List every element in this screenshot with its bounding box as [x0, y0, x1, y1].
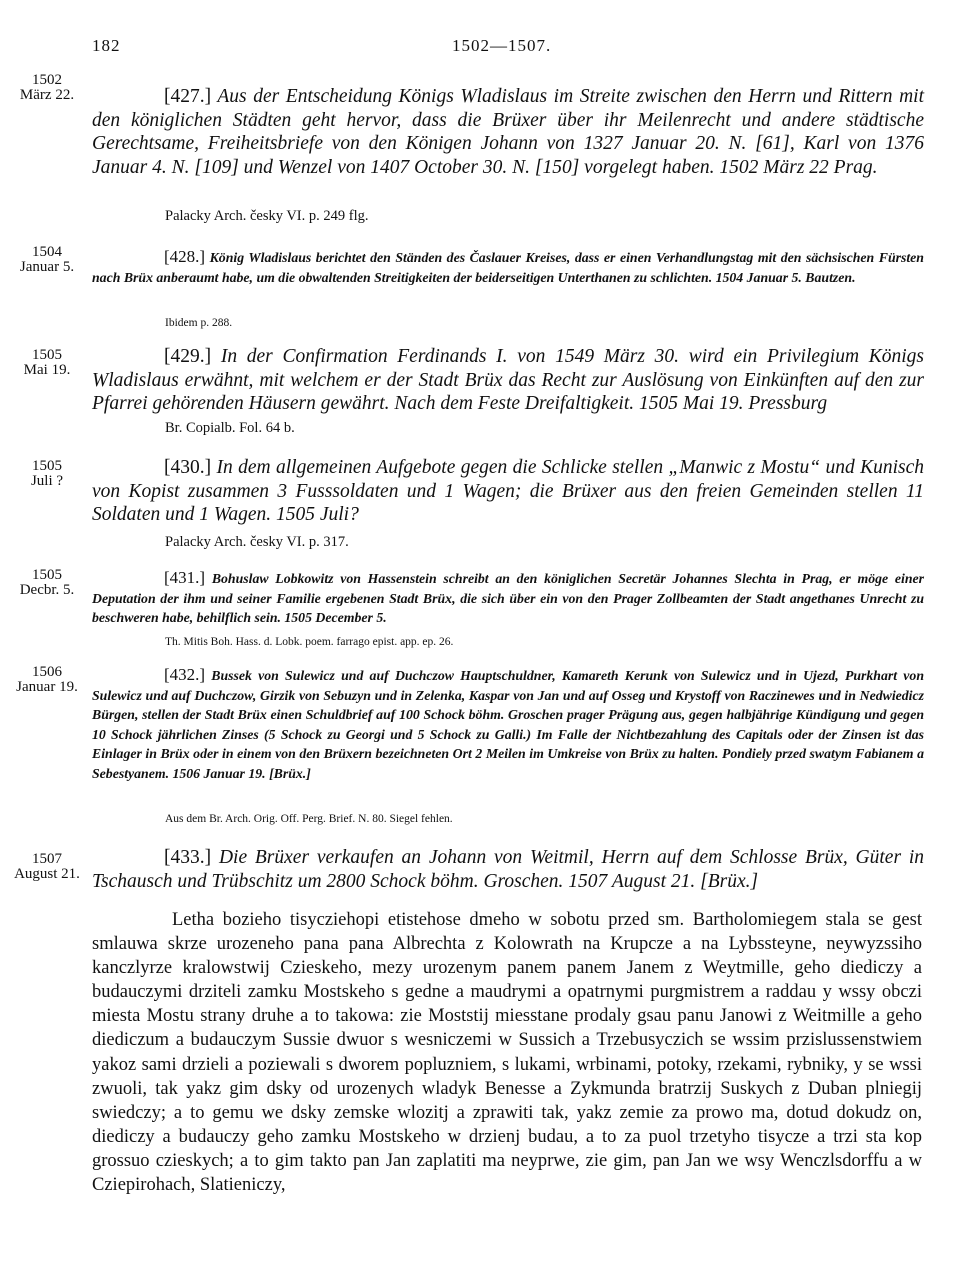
charter-paragraph: Letha bozieho tisycziehopi etistehose dmeho w sobotu przed sm. Bartholomiegem stala se gest smlauwa skrze urozeneho pana pana Albrechta z Kolowrath na Krupcze a na Lybssteyne, neywyzssiho kanczlyrze kralowstwij Czieskeho, mezy urozenym panem panem Janem z Weytmille, geho diediczy a budauczymi drziteli zamku Mostskeho s gedne a maudrymi a opatrnymi purgmistrem a raddau y wssy obczi miesta Mostu strany druhe a to takowa: zie Moststij miesstane prodaly gsau panu Janowi z Weitmille a geho diediczum a budauczym Sussie dwuor s wesniczemi w Sussich a Trzebusyczich se wssim przislussenstwiem yakoz sami drzieli a poziewali s dworem popluzniem, s lukami, wrbinami, potoky, rzekami, rybniky, y se wssi zwuoli, tak yakz gim dsky od urozenych wladyk Benesse a Zykmunda bratrzij Suskych z Duban plniegij swiedczy; a to gemu we dsky zemske wlozitj a zprawiti tak, yakz zemie za prowo ma, dotud dokudz on, diediczy a budauczy geho zamku Mostskeho w drzienj budau, a to za puol trzetyho tisycze a trzi sta kop grossuo czieskych; a to gim takto pan Jan zaplatiti ma neyprwe, zie gim, pan Jan we wsy Wenczlsdorffu a w Cziepirohach, Slatieniczy, — [92, 910, 922, 1196]
entry-text: [429.] In der Confirmation Ferdinands I. von 1549 März 30. wird ein Privilegium Königs Wladislaus erwähnt, mit welchem er der Stadt Brüx das Recht zur Auslösung von Einkünften auf den zur Pfarrei gehörenden Häusern gewährt. Nach dem Feste Dreifaltigkeit. 1505 Mai 19. Pressburg — [92, 346, 925, 414]
entry-number: [429.] — [164, 346, 212, 367]
entry-source: Aus dem Br. Arch. Orig. Off. Perg. Brief. N. 80. Siegel fehlen. — [165, 813, 453, 825]
entry-source: Ibidem p. 288. — [165, 317, 233, 329]
entry-date: 1506 Januar 19. — [16, 664, 78, 695]
page-header — [0, 36, 960, 60]
entry-date: 1505 Juli ? — [30, 458, 64, 489]
entry-number: [430.] — [164, 457, 212, 478]
entry-text: [428.] König Wladislaus berichtet den Ständen des Časlauer Kreises, dass er einen Verhandlungstag mit den sächsischen Fürsten nach Brüx anberaumt habe, um die obwaltenden Streitigkeiten der beiderseitigen Unterthanen zu schlichten. 1504 Januar 5. Bautzen. — [92, 247, 924, 285]
entry-source: Palacky Arch. česky VI. p. 249 flg. — [165, 208, 369, 224]
entry-source: Palacky Arch. česky VI. p. 317. — [165, 534, 349, 550]
running-title: 1502—1507. — [452, 36, 552, 55]
entry-text: [433.] Die Brüxer verkaufen an Johann von Weitmil, Herrn auf dem Schlosse Brüx, Güter in Tschausch und Trübschitz um 2800 Schock böhm. Groschen. 1507 August 21. [Brüx.] — [92, 847, 924, 892]
entry-number: [432.] — [164, 665, 206, 684]
entry-text: [431.] Bohuslaw Lobkowitz von Hassenstein schreibt an den königlichen Secretär Johannes Slechta in Prag, er möge einer Deputation der ihm und seiner Familie ergebenen Stadt Brüx, die sich über ein von den Prager Zollbeamten der Stadt angethanes Unrecht zu beschweren habe, behilflich sein. 1505 December 5. — [92, 568, 925, 625]
entry-text: [427.] Aus der Entscheidung Königs Wladislaus im Streite zwischen den Herrn und Rittern mit den königlichen Städten geht hervor, dass die Brüxer über ihr Meilenrecht und andere städtische Gerechtsame, Freiheitsbriefe von den Königen Johann von 1327 Januar 20. N. [61], Karl von 1376 Januar 4. N. [109] und Wenzel von 1407 October 30. N. [150] vorgelegt haben. 1502 März 22 Prag. — [92, 86, 925, 178]
entry-number: [427.] — [164, 86, 212, 107]
entry-date: 1505 Mai 19. — [23, 347, 71, 378]
entry-date: 1502 März 22. — [19, 72, 75, 103]
page-number: 182 — [92, 36, 121, 55]
entry-text: [430.] In dem allgemeinen Aufgebote gegen die Schlicke stellen „Manwic z Mostu“ und Kunisch von Kopist zusammen 3 Fusssoldaten und 1 Wagen; die Brüxer aus den freien Gemeinden stellen 11 Soldaten und 1 Wagen. 1505 Juli? — [92, 457, 924, 525]
entry-date: 1505 Decbr. 5. — [19, 567, 75, 598]
entry-text: [432.] Bussek von Sulewicz und auf Duchczow Hauptschuldner, Kamareth Kerunk von Sulewicz und in Ujezd, Purkhart von Sulewicz und auf Duchczow, Girzik von Sebuzyn und in Zelenka, Kaspar von Jan und auf Osseg und Krystoff von Raczinewes und in Nedwiedicz Bürgen, stellen der Stadt Brüx einen Schuldbrief auf 100 Schock böhm. Groschen prager Prägung aus, gegen halbjährige Kündigung und gegen 10 Schock jährlichen Zinses (5 Schock zu Georgi und 5 Schock zu Galli.) Im Falle der Nichtbezahlung des Capitals oder der Zinsen ist das Einlager in Brüx oder in einem von den Brüxern bezeichneten Ort 2 Meilen im Umkreise von Brüx zu halten. Pondiely przed swatym Fabianem a Sebestyanem. 1506 Januar 19. [Brüx.] — [92, 665, 924, 781]
entry-number: [428.] — [164, 247, 206, 266]
entry-date: 1504 Januar 5. — [19, 244, 75, 275]
entry-source: Th. Mitis Boh. Hass. d. Lobk. poem. farrago epist. app. ep. 26. — [165, 636, 454, 648]
entry-source: Br. Copialb. Fol. 64 b. — [165, 420, 295, 436]
charter-text — [92, 908, 922, 1197]
entry-number: [431.] — [164, 568, 206, 587]
entry-number: [433.] — [164, 847, 212, 868]
entry-date: 1507 August 21. — [14, 851, 80, 882]
